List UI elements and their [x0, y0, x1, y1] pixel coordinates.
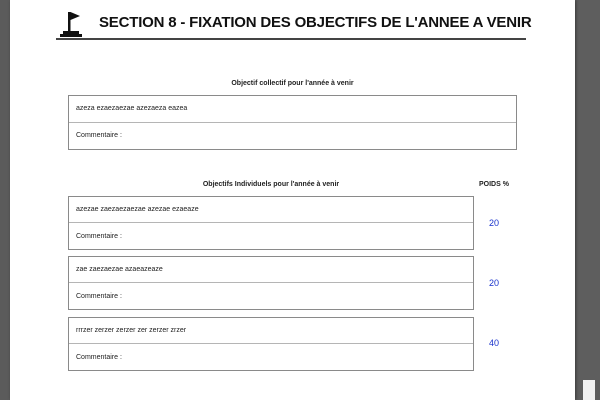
- individual-objective-text[interactable]: azezae zaezaezaezae azezae ezaeaze: [69, 197, 473, 223]
- collective-comment-field[interactable]: Commentaire :: [76, 132, 122, 140]
- collective-objective-heading: Objectif collectif pour l'année à venir: [231, 80, 354, 87]
- individual-comment-field[interactable]: Commentaire :: [76, 353, 122, 361]
- objective-weight[interactable]: 40: [488, 338, 499, 348]
- title-underline: [56, 38, 526, 40]
- objective-weight[interactable]: 20: [488, 218, 499, 228]
- viewer-left-gutter: [0, 0, 10, 400]
- viewer-scroll-area[interactable]: [575, 0, 600, 400]
- individual-comment-field[interactable]: Commentaire :: [76, 292, 122, 300]
- individual-objectives-heading: Objectifs Individuels pour l'année à venir: [202, 181, 340, 188]
- golf-flag-icon: [59, 9, 85, 37]
- collective-objective-text[interactable]: azeza ezaezaezae azezaeza eazea: [69, 96, 516, 123]
- document-page: [10, 0, 575, 400]
- objective-weight[interactable]: 20: [488, 278, 499, 288]
- individual-objective-box: [68, 317, 474, 371]
- next-page-edge: [583, 380, 595, 400]
- weight-column-heading: POIDS %: [479, 181, 509, 188]
- individual-objective-text[interactable]: zae zaezaezae azaeazeaze: [69, 257, 473, 283]
- individual-objective-box: [68, 256, 474, 310]
- individual-objective-box: [68, 196, 474, 250]
- section-title: SECTION 8 - FIXATION DES OBJECTIFS DE L'ANNEE A VENIR: [99, 14, 532, 31]
- individual-comment-field[interactable]: Commentaire :: [76, 232, 122, 240]
- individual-objective-text[interactable]: rrrzer zerzer zerzer zer zerzer zrzer: [69, 318, 473, 344]
- collective-objective-box: [68, 95, 517, 150]
